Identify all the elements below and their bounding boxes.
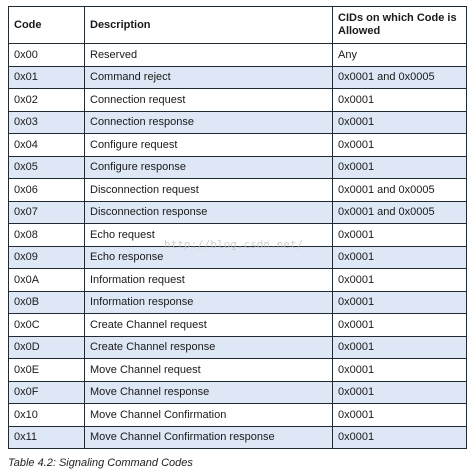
cell-code: 0x02 bbox=[9, 89, 85, 112]
cell-code: 0x04 bbox=[9, 134, 85, 157]
cell-cids: 0x0001 bbox=[333, 291, 467, 314]
watermark: http://blog.csdn.net/ bbox=[164, 238, 304, 251]
cell-cids: 0x0001 bbox=[333, 314, 467, 337]
signaling-command-codes-table bbox=[8, 6, 467, 449]
table-row bbox=[9, 111, 467, 134]
cell-description: Move Channel response bbox=[85, 381, 333, 404]
table-row bbox=[9, 134, 467, 157]
cell-code: 0x0A bbox=[9, 269, 85, 292]
cell-description: Move Channel Confirmation bbox=[85, 404, 333, 427]
cell-code: 0x10 bbox=[9, 404, 85, 427]
cell-cids: 0x0001 bbox=[333, 381, 467, 404]
cell-description: Reserved bbox=[85, 44, 333, 67]
cell-description: Create Channel response bbox=[85, 336, 333, 359]
cell-cids: 0x0001 bbox=[333, 89, 467, 112]
cell-code: 0x05 bbox=[9, 156, 85, 179]
header-code: Code bbox=[9, 7, 85, 44]
cell-description: Disconnection response bbox=[85, 201, 333, 224]
cell-description: Echo response bbox=[85, 246, 333, 269]
cell-description: Connection response bbox=[85, 111, 333, 134]
cell-cids: 0x0001 and 0x0005 bbox=[333, 201, 467, 224]
cell-code: 0x03 bbox=[9, 111, 85, 134]
table-row bbox=[9, 314, 467, 337]
cell-cids: 0x0001 bbox=[333, 336, 467, 359]
cell-cids: 0x0001 bbox=[333, 269, 467, 292]
cell-cids: 0x0001 bbox=[333, 404, 467, 427]
cell-description: Move Channel Confirmation response bbox=[85, 426, 333, 449]
cell-cids: 0x0001 bbox=[333, 111, 467, 134]
table-row bbox=[9, 201, 467, 224]
header-cids: CIDs on which Code is Allowed bbox=[333, 7, 467, 44]
cell-code: 0x0C bbox=[9, 314, 85, 337]
cell-code: 0x01 bbox=[9, 66, 85, 89]
cell-description: Connection request bbox=[85, 89, 333, 112]
header-row bbox=[9, 7, 467, 44]
table-row bbox=[9, 44, 467, 67]
table-row bbox=[9, 179, 467, 202]
cell-cids: 0x0001 bbox=[333, 426, 467, 449]
table-row bbox=[9, 381, 467, 404]
cell-description: Move Channel request bbox=[85, 359, 333, 382]
cell-code: 0x00 bbox=[9, 44, 85, 67]
cell-cids: 0x0001 and 0x0005 bbox=[333, 179, 467, 202]
table-row bbox=[9, 336, 467, 359]
cell-cids: 0x0001 bbox=[333, 224, 467, 247]
cell-cids: 0x0001 bbox=[333, 156, 467, 179]
table-row bbox=[9, 224, 467, 247]
cell-code: 0x0D bbox=[9, 336, 85, 359]
cell-cids: 0x0001 bbox=[333, 134, 467, 157]
table-row bbox=[9, 269, 467, 292]
table-header bbox=[9, 7, 467, 44]
cell-cids: 0x0001 bbox=[333, 359, 467, 382]
cell-code: 0x0E bbox=[9, 359, 85, 382]
cell-description: Information request bbox=[85, 269, 333, 292]
table-body bbox=[9, 44, 467, 449]
cell-code: 0x08 bbox=[9, 224, 85, 247]
table-row bbox=[9, 359, 467, 382]
cell-code: 0x06 bbox=[9, 179, 85, 202]
table-row bbox=[9, 291, 467, 314]
cell-cids: 0x0001 bbox=[333, 246, 467, 269]
header-description: Description bbox=[85, 7, 333, 44]
table-caption: Table 4.2: Signaling Command Codes bbox=[8, 457, 193, 469]
cell-code: 0x07 bbox=[9, 201, 85, 224]
table-row bbox=[9, 156, 467, 179]
cell-cids: 0x0001 and 0x0005 bbox=[333, 66, 467, 89]
cell-description: Configure request bbox=[85, 134, 333, 157]
cell-code: 0x0B bbox=[9, 291, 85, 314]
table-row bbox=[9, 426, 467, 449]
cell-code: 0x0F bbox=[9, 381, 85, 404]
cell-code: 0x09 bbox=[9, 246, 85, 269]
cell-cids: Any bbox=[333, 44, 467, 67]
cell-code: 0x11 bbox=[9, 426, 85, 449]
table-row bbox=[9, 246, 467, 269]
signaling-command-codes-table-container bbox=[8, 6, 466, 449]
cell-description: Disconnection request bbox=[85, 179, 333, 202]
table-row bbox=[9, 89, 467, 112]
cell-description: Create Channel request bbox=[85, 314, 333, 337]
table-row bbox=[9, 66, 467, 89]
cell-description: Configure response bbox=[85, 156, 333, 179]
table-row bbox=[9, 404, 467, 427]
cell-description: Information response bbox=[85, 291, 333, 314]
cell-description: Command reject bbox=[85, 66, 333, 89]
cell-description: Echo request bbox=[85, 224, 333, 247]
